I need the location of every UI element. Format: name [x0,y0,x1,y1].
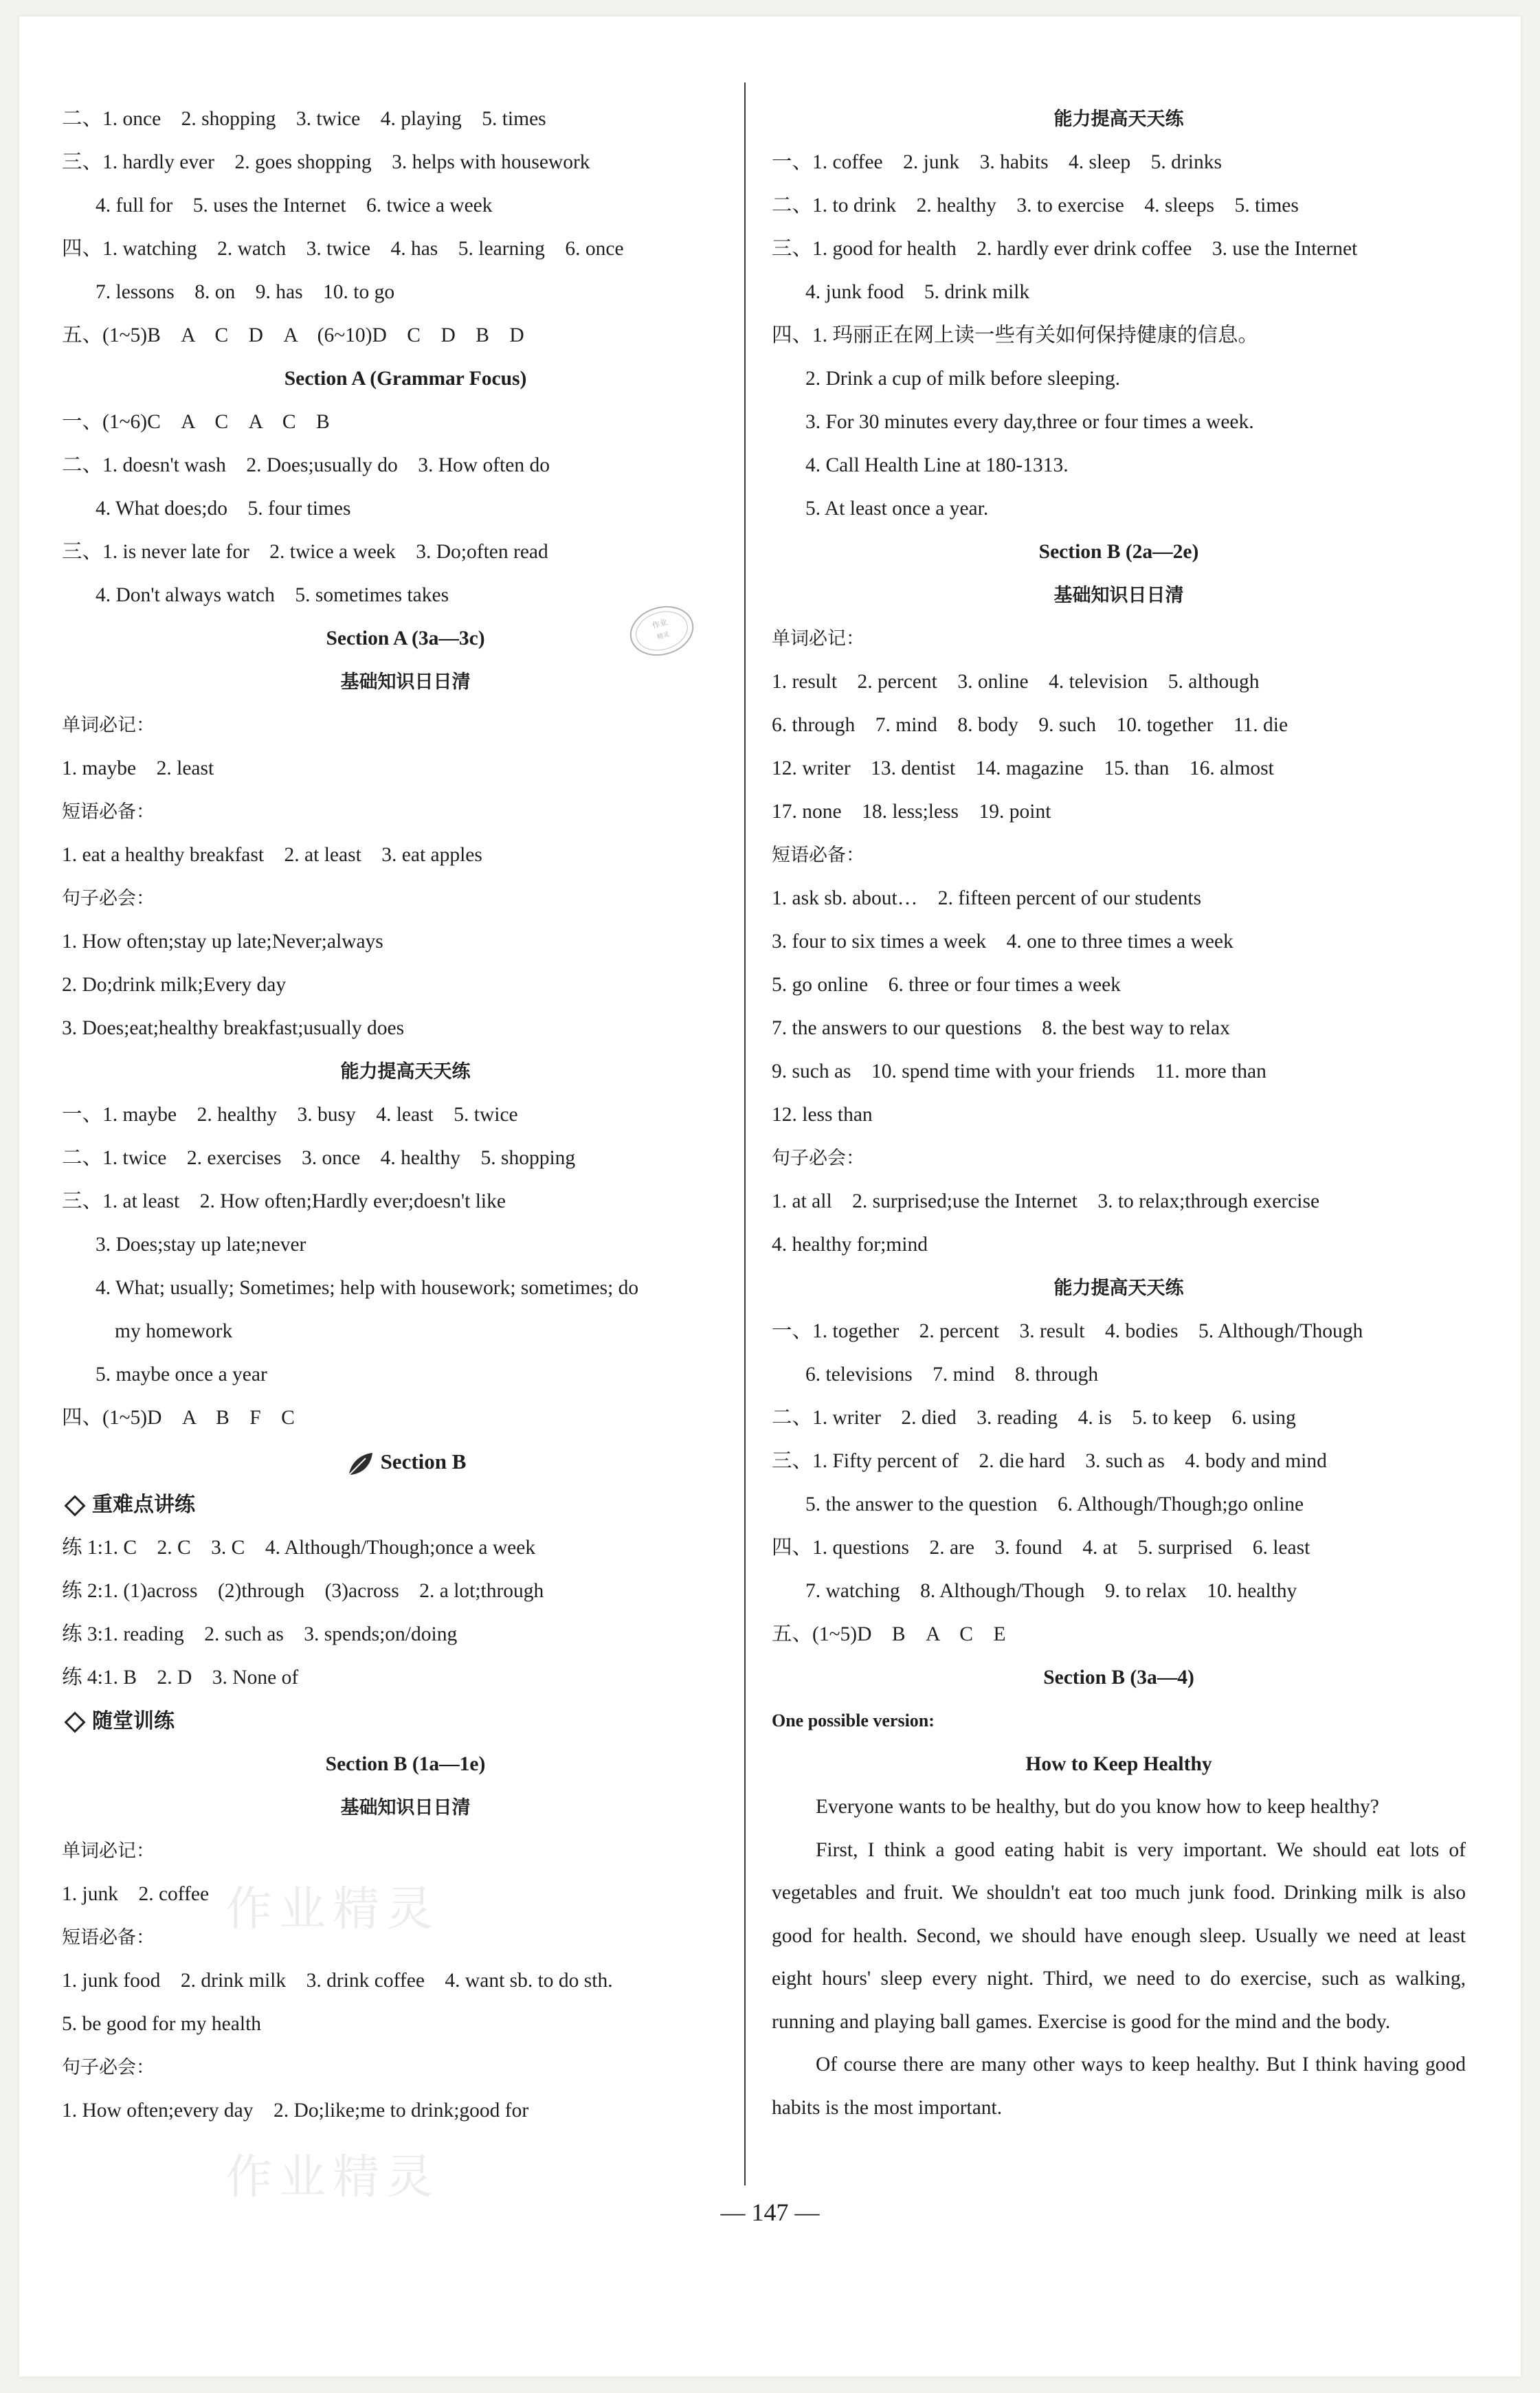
leaf-icon [345,1450,375,1478]
answer-line: 三、1. good for health 2. hardly ever drink coffee 3. use the Internet [772,238,1358,260]
answer-line: 3. four to six times a week 4. one to three times a week [772,931,1234,953]
essay-paragraph: Of course there are many other ways to keep healthy. But I think having good habits is the most important. [772,2053,1466,2119]
category-label: 短语必备： [62,801,155,823]
answer-key-page [19,16,1521,2377]
answer-line: 6. through 7. mind 8. body 9. such 10. together 11. die [772,714,1288,736]
answer-line: 二、1. once 2. shopping 3. twice 4. playing 5. times [62,108,546,130]
answer-line: 6. televisions 7. mind 8. through [805,1364,1099,1385]
answer-line: 二、1. writer 2. died 3. reading 4. is 5. to keep 6. using [772,1407,1296,1429]
answer-line: 五、(1~5)B A C D A (6~10)D C D B D [62,324,524,346]
answer-line: 4. junk food 5. drink milk [805,281,1030,303]
subsection-heading: 基础知识日日清 [340,1797,471,1818]
category-label: 单词必记： [772,628,864,649]
answer-line: 1. ask sb. about… 2. fifteen percent of our students [772,887,1202,909]
section-heading: Section B (3a—4) [1043,1667,1194,1689]
answer-line: 三、1. Fifty percent of 2. die hard 3. such as 4. body and mind [772,1450,1327,1472]
answer-line: 5. go online 6. three or four times a week [772,974,1121,996]
answer-line: 4. healthy for;mind [772,1234,928,1256]
answer-line: 一、1. maybe 2. healthy 3. busy 4. least 5. twice [62,1104,518,1126]
subsection-heading: 能力提高天天练 [1053,1278,1184,1299]
answer-line: 7. watching 8. Although/Though 9. to relax 10. healthy [805,1580,1297,1602]
answer-line: 1. maybe 2. least [62,757,214,779]
subsection-heading: 基础知识日日清 [1053,585,1184,606]
answer-line: 5. be good for my health [62,2013,262,2035]
section-marker-label: 随堂训练 [92,1709,175,1733]
answer-line: 1. junk 2. coffee [62,1883,210,1905]
answer-line: 二、1. doesn't wash 2. Does;usually do 3. How often do [62,454,550,476]
answer-line: 3. Does;stay up late;never [96,1234,306,1256]
answer-line: 7. lessons 8. on 9. has 10. to go [96,281,395,303]
answer-line: 5. At least once a year. [805,498,989,520]
left-column [62,98,749,2133]
category-label: 句子必会： [62,888,155,909]
section-marker-label: 重难点讲练 [92,1493,195,1517]
answer-line: 9. such as 10. spend time with your friends 11. more than [772,1060,1266,1082]
essay [772,1700,1466,2129]
answer-line: 3. Does;eat;healthy breakfast;usually does [62,1017,405,1039]
answer-line: 4. What does;do 5. four times [96,498,351,520]
category-label: 单词必记： [62,715,155,736]
answer-line: 四、1. questions 2. are 3. found 4. at 5. surprised 6. least [772,1537,1310,1559]
answer-line: 4. Call Health Line at 180-1313. [805,454,1069,476]
answer-line: 四、1. watching 2. watch 3. twice 4. has 5. learning 6. once [62,238,624,260]
answer-line: 1. eat a healthy breakfast 2. at least 3. eat apples [62,844,482,866]
answer-line: 一、1. together 2. percent 3. result 4. bodies 5. Although/Though [772,1320,1363,1342]
answer-line: 3. For 30 minutes every day,three or four times a week. [805,411,1254,433]
answer-line: 三、1. hardly ever 2. goes shopping 3. helps with housework [62,151,590,173]
essay-title: How to Keep Healthy [1025,1752,1212,1775]
section-heading: Section B (2a—2e) [1038,541,1199,563]
section-heading: Section B (1a—1e) [325,1753,486,1775]
right-column-lines [772,98,1466,1700]
essay-paragraph: Everyone wants to be healthy, but do you know how to keep healthy? [816,1796,1379,1818]
answer-line: 一、1. coffee 2. junk 3. habits 4. sleep 5. drinks [772,151,1222,173]
essay-paragraph: First, I think a good eating habit is very important. We should eat lots of vegetables and fruit. We shouldn't eat too much junk food. Drinking milk is also good for health. Second, we should have enough sleep. Usually we need at least eight hours' sleep every night. Third, we need to do exercise, such as walking, running and playing ball games. Exercise is good for the mind and the body. [772,1838,1466,2033]
answer-line: 练 2:1. (1)across (2)through (3)across 2. a lot;through [62,1580,544,1602]
watermark: 作业精灵 [225,2150,440,2205]
answer-line: 1. How often;stay up late;Never;always [62,931,383,953]
answer-line: 1. How often;every day 2. Do;like;me to drink;good for [62,2100,529,2122]
answer-line: 二、1. to drink 2. healthy 3. to exercise 4. sleeps 5. times [772,194,1299,216]
answer-line: 4. What; usually; Sometimes; help with housework; sometimes; do [96,1277,639,1299]
answer-line: 5. the answer to the question 6. Although/Though;go online [805,1493,1304,1515]
answer-line: 三、1. at least 2. How often;Hardly ever;doesn't like [62,1190,506,1212]
answer-line: 四、1. 玛丽正在网上读一些有关如何保持健康的信息。 [772,324,1259,346]
answer-line: 四、(1~5)D A B F C [62,1407,295,1429]
essay-possible-version: One possible version: [772,1711,935,1730]
column-divider [744,82,746,2185]
answer-line: 5. maybe once a year [96,1364,267,1385]
section-marker-heading [62,1700,749,1743]
category-label: 短语必备： [62,1927,155,1948]
answer-line: 五、(1~5)D B A C E [772,1623,1006,1645]
answer-line: 12. less than [772,1104,873,1126]
answer-line: 7. the answers to our questions 8. the best way to relax [772,1017,1230,1039]
answer-line: 12. writer 13. dentist 14. magazine 15. than 16. almost [772,757,1274,779]
diamond-icon [64,1495,85,1516]
answer-line: 1. at all 2. surprised;use the Internet 3. to relax;through exercise [772,1190,1320,1212]
category-label: 短语必备： [772,845,864,866]
answer-line: 4. full for 5. uses the Internet 6. twice a week [96,194,493,216]
answer-line: 一、(1~6)C A C A C B [62,411,330,433]
category-label: 句子必会： [62,2057,155,2078]
section-heading: Section A (3a—3c) [326,627,485,649]
diamond-icon [64,1711,85,1733]
answer-line: my homework [115,1320,233,1342]
watermark: 作业精灵 [225,1882,440,1937]
answer-line: 二、1. twice 2. exercises 3. once 4. healthy 5. shopping [62,1147,576,1169]
answer-line: 2. Do;drink milk;Every day [62,974,287,996]
section-heading: Section A (Grammar Focus) [284,368,527,390]
answer-line: 17. none 18. less;less 19. point [772,801,1051,823]
page-number: — 147 — [720,2199,820,2226]
subsection-heading: 基础知识日日清 [340,671,471,693]
svg-text:精灵: 精灵 [656,631,671,641]
category-label: 单词必记： [62,1840,155,1862]
answer-line: 2. Drink a cup of milk before sleeping. [805,368,1120,390]
subsection-heading: 能力提高天天练 [1053,109,1184,130]
section-marker-heading [62,1483,749,1526]
answer-line: 三、1. is never late for 2. twice a week 3. Do;often read [62,541,548,563]
section-b-label: Section B [380,1449,467,1473]
section-b-title [62,1440,749,1483]
svg-text:作业: 作业 [651,617,669,631]
right-column [772,98,1466,2129]
category-label: 句子必会： [772,1148,864,1169]
answer-line: 练 4:1. B 2. D 3. None of [62,1667,299,1689]
answer-line: 4. Don't always watch 5. sometimes takes [96,584,449,606]
subsection-heading: 能力提高天天练 [340,1061,471,1082]
answer-line: 1. junk food 2. drink milk 3. drink coffee 4. want sb. to do sth. [62,1970,613,1992]
answer-line: 练 3:1. reading 2. such as 3. spends;on/doing [62,1623,458,1645]
answer-line: 练 1:1. C 2. C 3. C 4. Although/Though;once a week [62,1537,536,1559]
answer-line: 1. result 2. percent 3. online 4. television 5. although [772,671,1260,693]
